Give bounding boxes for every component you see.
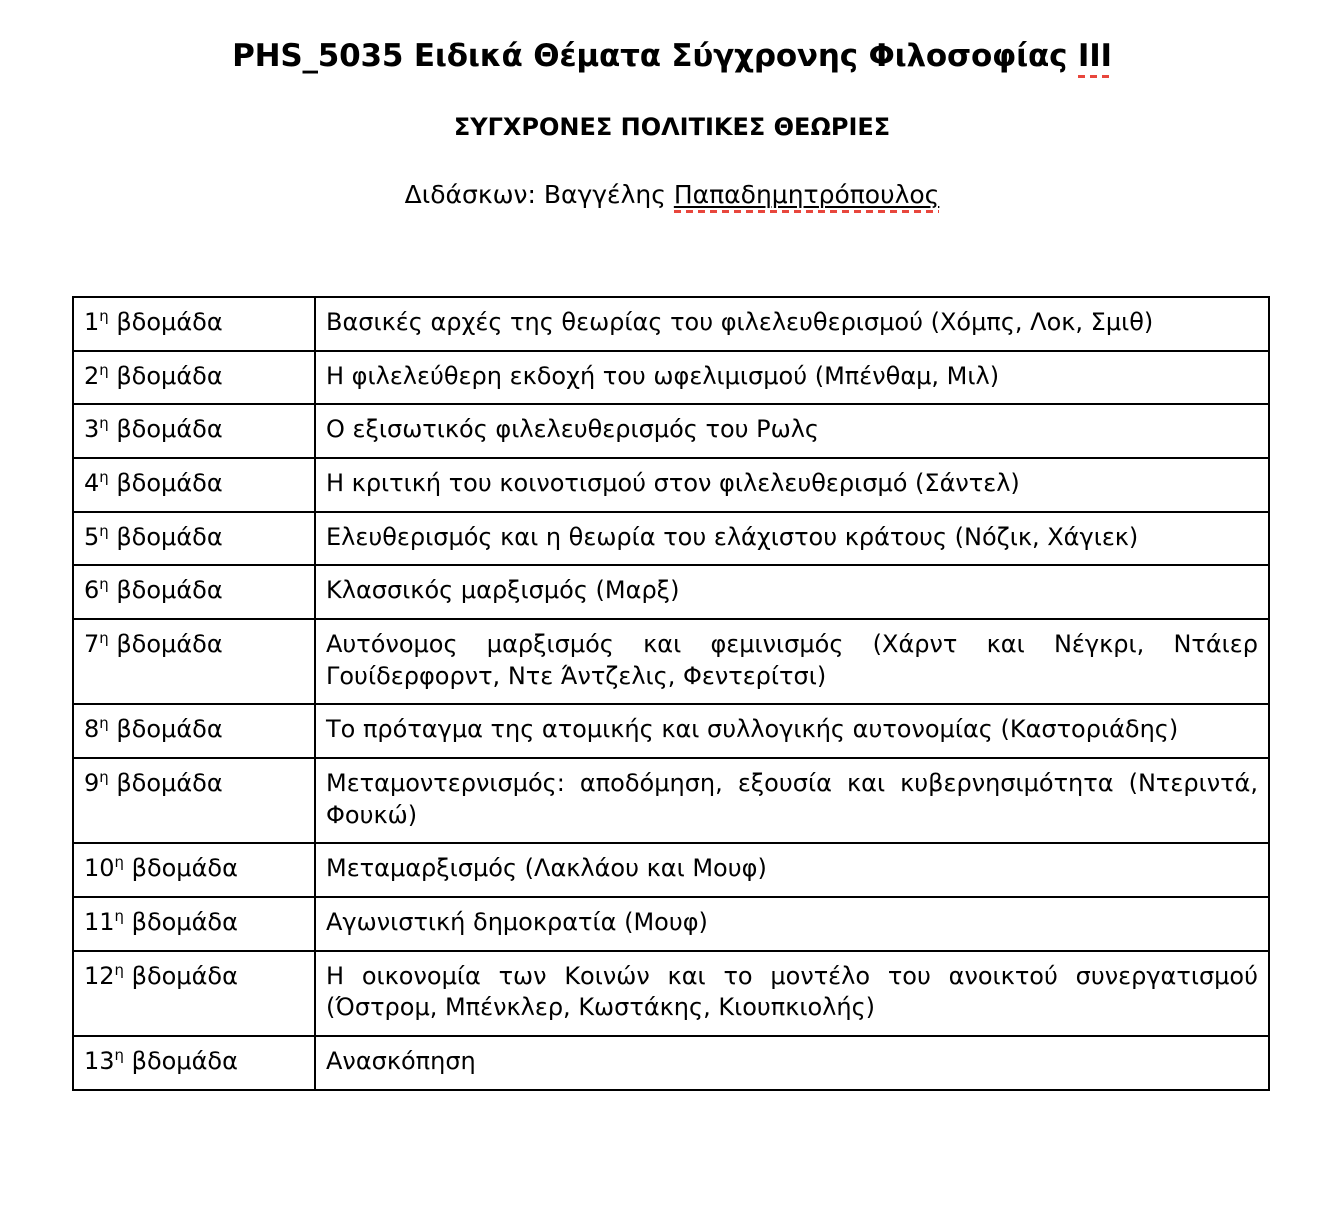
table-row: [73, 758, 1269, 843]
week-ordinal: η: [114, 1046, 124, 1065]
week-ordinal: η: [99, 468, 109, 487]
week-number: 3: [84, 415, 100, 444]
week-ordinal: η: [114, 907, 124, 926]
topic-cell: Κλασσικός μαρξισμός (Μαρξ): [315, 565, 1269, 619]
week-number: 5: [84, 522, 100, 551]
week-number: 7: [84, 630, 100, 659]
week-ordinal: η: [99, 360, 109, 379]
topic-cell: Η οικονομία των Κοινών και το μοντέλο του ανοικτού συνεργατισμού (Όστρομ, Μπένκλερ, Κωστάκης, Κιουπκιολής): [315, 951, 1269, 1036]
week-label-cell: [73, 565, 315, 619]
table-row: [73, 565, 1269, 619]
table-row: [73, 951, 1269, 1036]
topic-cell: Μεταμοντερνισμός: αποδόμηση, εξουσία και κυβερνησιμότητα (Ντεριντά, Φουκώ): [315, 758, 1269, 843]
topic-cell: Το πρόταγμα της ατομικής και συλλογικής αυτονομίας (Καστοριάδης): [315, 704, 1269, 758]
week-label-cell: [73, 1036, 315, 1090]
table-row: [73, 897, 1269, 951]
week-number: 10: [84, 854, 115, 883]
week-number: 12: [84, 961, 115, 990]
topic-cell: Η κριτική του κοινοτισμού στον φιλελευθερισμό (Σάντελ): [315, 458, 1269, 512]
week-label-cell: [73, 458, 315, 512]
week-suffix: βδομάδα: [116, 630, 223, 659]
week-suffix: βδομάδα: [131, 961, 238, 990]
topic-cell: Αγωνιστική δημοκρατία (Μουφ): [315, 897, 1269, 951]
week-suffix: βδομάδα: [116, 576, 223, 605]
topic-cell: Η φιλελεύθερη εκδοχή του ωφελιμισμού (Μπένθαμ, Μιλ): [315, 351, 1269, 405]
week-number: 4: [84, 469, 100, 498]
week-suffix: βδομάδα: [131, 854, 238, 883]
week-label-cell: [73, 619, 315, 704]
page-subtitle: ΣΥΓΧΡΟΝΕΣ ΠΟΛΙΤΙΚΕΣ ΘΕΩΡΙΕΣ: [453, 113, 891, 142]
week-suffix: βδομάδα: [116, 715, 223, 744]
week-label-cell: [73, 704, 315, 758]
week-label-cell: [73, 897, 315, 951]
week-suffix: βδομάδα: [116, 361, 223, 390]
topic-cell: Μεταμαρξισμός (Λακλάου και Μουφ): [315, 843, 1269, 897]
table-row: [73, 458, 1269, 512]
week-number: 6: [84, 576, 100, 605]
week-suffix: βδομάδα: [131, 908, 238, 937]
schedule-table-container: [72, 296, 1270, 1091]
table-row: [73, 704, 1269, 758]
week-label-cell: [73, 297, 315, 351]
page-title-flagged-text: ΙΙΙ: [1077, 38, 1112, 74]
week-number: 11: [84, 908, 115, 937]
instructor-surname: Παπαδημητρόπουλος: [673, 179, 940, 209]
table-row: [73, 619, 1269, 704]
week-ordinal: η: [114, 853, 124, 872]
week-ordinal: η: [99, 575, 109, 594]
topic-cell: Αυτόνομος μαρξισμός και φεμινισμός (Χάρντ και Νέγκρι, Ντάιερ Γουίδερφορντ, Ντε Άντζελις, Φεντερίτσι): [315, 619, 1269, 704]
schedule-table-body: [73, 297, 1269, 1090]
week-ordinal: η: [99, 521, 109, 540]
schedule-table: [72, 296, 1270, 1091]
week-label-cell: [73, 351, 315, 405]
topic-cell: Ανασκόπηση: [315, 1036, 1269, 1090]
week-label-cell: [73, 512, 315, 566]
table-row: [73, 843, 1269, 897]
topic-cell: Ελευθερισμός και η θεωρία του ελάχιστου κράτους (Νόζικ, Χάγιεκ): [315, 512, 1269, 566]
table-row: [73, 297, 1269, 351]
page-title: [0, 0, 1344, 75]
week-label-cell: [73, 758, 315, 843]
table-row: [73, 351, 1269, 405]
week-ordinal: η: [114, 960, 124, 979]
topic-cell: Βασικές αρχές της θεωρίας του φιλελευθερισμού (Χόμπς, Λοκ, Σμιθ): [315, 297, 1269, 351]
week-suffix: βδομάδα: [116, 415, 223, 444]
week-label-cell: [73, 951, 315, 1036]
week-number: 2: [84, 361, 100, 390]
topic-cell: Ο εξισωτικός φιλελευθερισμός του Ρωλς: [315, 404, 1269, 458]
instructor-label: Διδάσκων: Βαγγέλης: [404, 179, 674, 209]
week-number: 9: [84, 769, 100, 798]
week-ordinal: η: [99, 414, 109, 433]
page-title-text: PHS_5035 Ειδικά Θέματα Σύγχρονης Φιλοσοφίας: [232, 38, 1078, 74]
table-row: [73, 404, 1269, 458]
table-row: [73, 512, 1269, 566]
week-number: 8: [84, 715, 100, 744]
week-suffix: βδομάδα: [116, 769, 223, 798]
week-label-cell: [73, 843, 315, 897]
week-ordinal: η: [99, 768, 109, 787]
week-label-cell: [73, 404, 315, 458]
week-ordinal: η: [99, 307, 109, 325]
week-ordinal: η: [99, 629, 109, 648]
week-number: 13: [84, 1047, 115, 1076]
week-ordinal: η: [99, 714, 109, 733]
week-suffix: βδομάδα: [131, 1047, 238, 1076]
week-suffix: βδομάδα: [116, 308, 223, 336]
week-suffix: βδομάδα: [116, 469, 223, 498]
week-number: 1: [84, 308, 100, 336]
table-row: [73, 1036, 1269, 1090]
instructor-line: [0, 142, 1344, 210]
week-suffix: βδομάδα: [116, 522, 223, 551]
